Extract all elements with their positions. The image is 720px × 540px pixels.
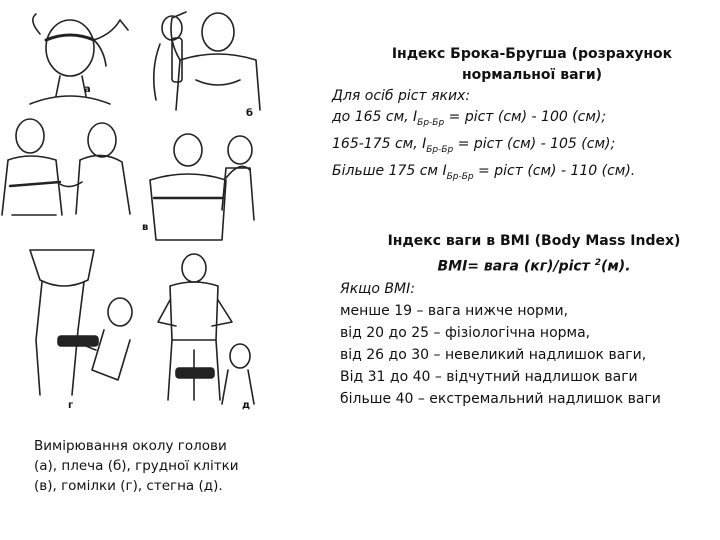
measurement-drawings-svg [0, 0, 330, 420]
head-measurement-figure [30, 14, 128, 104]
caption-line-2: (а), плеча (б), грудної клітки [34, 458, 239, 474]
figure-label-a: а [84, 84, 91, 95]
bmi-range-item: Від 31 до 40 – відчутний надлишок ваги [340, 368, 638, 385]
figure-label-v: в [142, 222, 149, 233]
broca-title-line-1: Індекс Брока-Бругша (розрахунок [391, 46, 673, 62]
broca-rule-2: 165-175 см, $I_{Бр-Бр}$ = ріст (см) - 105 (см); [332, 135, 616, 155]
broca-index-section [332, 44, 712, 187]
bmi-title: Індекс ваги в BMI (Body Mass Index) [387, 233, 681, 249]
figure-label-g: г [68, 400, 74, 411]
illustration-caption [34, 436, 294, 496]
calf-measurement-figure [30, 250, 132, 395]
broca-rule-1: до 165 см, $I_{Бр-Бр}$ = ріст (см) - 100 (см); [332, 109, 607, 128]
bmi-range-item: від 20 до 25 – фізіологічна норма, [340, 324, 591, 341]
broca-title-line-2: нормальної ваги) [461, 67, 603, 83]
bmi-section [334, 230, 714, 410]
broca-rule-3: Більше 175 см $I_{Бр-Бр}$ = ріст (см) - 110 (см). [332, 162, 636, 182]
arm-measurement-figure [154, 12, 260, 110]
figure-label-b: б [246, 108, 253, 119]
bmi-intro: Якщо BMI: [340, 280, 415, 297]
measurement-illustrations [0, 0, 330, 420]
caption-line-3: (в), гомілки (г), стегна (д). [34, 478, 223, 494]
bmi-range-item: від 26 до 30 – невеликий надлишок ваги, [340, 346, 647, 363]
thigh-measurement-figure [158, 254, 254, 404]
figure-label-d: д [242, 400, 251, 411]
bmi-range-item: більше 40 – екстремальний надлишок ваги [340, 390, 661, 407]
bmi-formula: BMI= вага (кг)/ріст $^2$(м). [437, 258, 631, 275]
back-chest-measurement-figure [150, 134, 254, 240]
bmi-range-item: менше 19 – вага нижче норми, [340, 302, 569, 319]
caption-line-1: Вимірювання околу голови [34, 438, 227, 454]
broca-intro: Для осіб ріст яких: [332, 88, 471, 104]
chest-measurement-figure [2, 119, 130, 215]
